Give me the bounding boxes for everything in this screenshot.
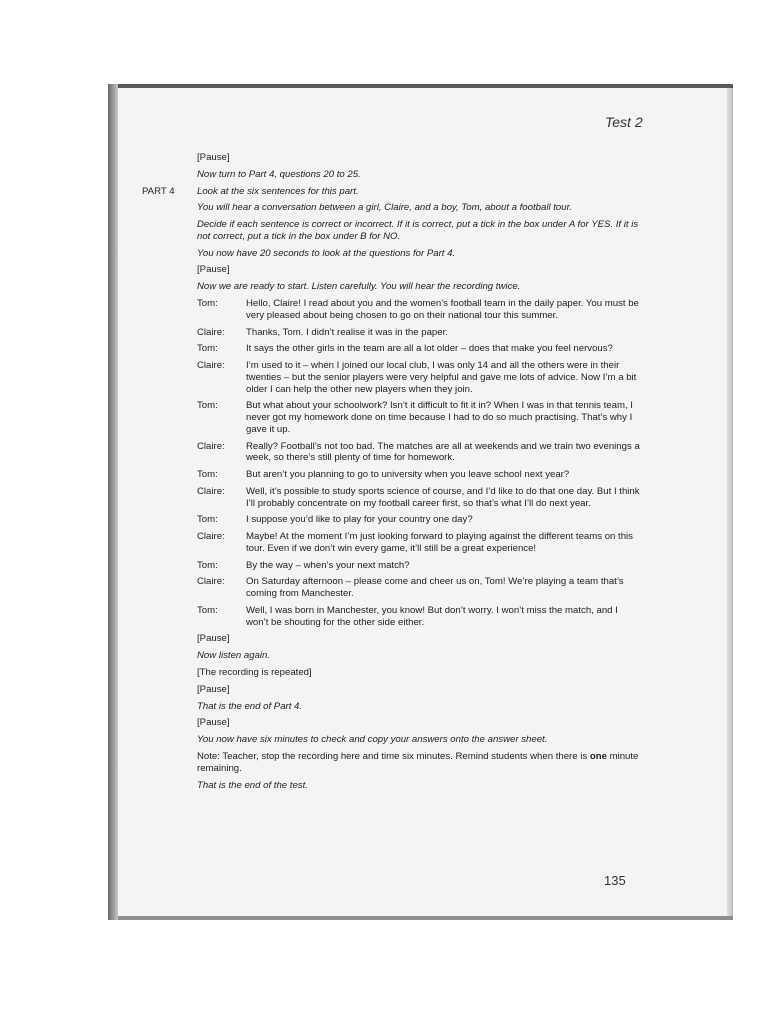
- pause-line: [Pause]: [197, 717, 230, 729]
- dialogue-turn: [197, 560, 642, 572]
- dialogue-turn: [197, 360, 642, 395]
- speaker-name: Claire:: [197, 326, 225, 338]
- speech-text: Well, I was born in Manchester, you know! But don’t worry. I won’t miss the match, and I won’t be shouting for the other side either.: [246, 604, 618, 628]
- instruction-text: Look at the six sentences for this part.: [197, 185, 359, 197]
- part-label: PART 4: [142, 185, 175, 197]
- speech-text: But aren’t you planning to go to university when you leave school next year?: [246, 469, 570, 481]
- book-page: [118, 88, 733, 920]
- instruction-line: That is the end of Part 4.: [197, 700, 303, 712]
- page-right-edge: [727, 88, 733, 920]
- instruction-line: You now have 20 seconds to look at the questions for Part 4.: [197, 247, 456, 259]
- speaker-name: Claire:: [197, 576, 225, 588]
- end-of-test-line: That is the end of the test.: [197, 779, 308, 791]
- speech-text: Maybe! At the moment I’m just looking forward to playing against the different teams on this tour. Even if we don’t win every game, it’ll still be a great experience!: [246, 531, 633, 554]
- instruction-line: [142, 185, 642, 198]
- speaker-name: Tom:: [197, 559, 218, 571]
- teacher-note-text: Note: Teacher, stop the recording here and time six minutes. Remind students when there is: [197, 751, 590, 763]
- page-bottom-edge: [118, 916, 733, 920]
- speaker-name: Claire:: [197, 531, 225, 543]
- page-number: 135: [604, 873, 626, 888]
- teacher-note-text-end: minute remaining.: [197, 751, 639, 774]
- speech-text: Well, it’s possible to study sports science of course, and I’d like to do that one day. But I think I’ll probably concentrate on my football career first, so that’s what I’ll do next year.: [246, 485, 640, 509]
- dialogue-turn: [197, 514, 642, 526]
- speaker-name: Tom:: [197, 400, 218, 412]
- instruction-line: Now listen again.: [197, 650, 271, 662]
- speaker-name: Claire:: [197, 360, 225, 372]
- instruction-line: Decide if each sentence is correct or incorrect. If it is correct, put a tick in the box under A for YES. If it is not correct, put a tick in the box under B for NO.: [197, 219, 639, 242]
- speech-text: I suppose you’d like to play for your country one day?: [246, 514, 473, 526]
- speech-text: I’m used to it – when I joined our local club, I was only 14 and all the others were in their twenties – but the senior players were very helpful and gave me lots of advice. Now I’m a bit older I can help the other new players when they join.: [246, 360, 637, 395]
- dialogue-turn: [197, 327, 642, 339]
- speaker-name: Tom:: [197, 514, 218, 526]
- running-head: Test 2: [605, 114, 643, 130]
- speech-text: On Saturday afternoon – please come and cheer us on, Tom! We’re playing a team that’s coming from Manchester.: [246, 576, 624, 600]
- pause-line: [Pause]: [197, 152, 230, 163]
- instruction-line: Now we are ready to start. Listen carefully. You will hear the recording twice.: [197, 281, 521, 293]
- pause-line: [Pause]: [197, 683, 230, 695]
- speaker-name: Tom:: [197, 298, 218, 310]
- instruction-line: You now have six minutes to check and copy your answers onto the answer sheet.: [197, 734, 548, 746]
- speech-text: It says the other girls in the team are all a lot older – does that make you feel nervous?: [246, 343, 613, 355]
- teacher-note: [197, 751, 642, 774]
- pause-line: [Pause]: [197, 633, 230, 645]
- speaker-name: Tom:: [197, 343, 218, 355]
- pause-line: [Pause]: [197, 264, 230, 276]
- speech-text: Thanks, Tom. I didn’t realise it was in the paper.: [246, 326, 448, 338]
- speech-text: Really? Football’s not too bad. The matches are all at weekends and we train two evenings a week, so there’s still plenty of time for homework.: [246, 440, 640, 464]
- dialogue-turn: [197, 531, 642, 554]
- instruction-line: Now turn to Part 4, questions 20 to 25.: [197, 168, 361, 180]
- speech-text: Hello, Claire! I read about you and the women’s football team in the daily paper. You must be very pleased about being chosen to go on their national tour this summer.: [246, 298, 639, 321]
- scan-left-shadow: [108, 84, 118, 920]
- speaker-name: Claire:: [197, 485, 225, 497]
- dialogue-turn: [197, 298, 642, 321]
- stage-direction: [The recording is repeated]: [197, 667, 312, 679]
- speaker-name: Claire:: [197, 440, 225, 452]
- dialogue-turn: [197, 343, 642, 355]
- teacher-note-emphasis: one: [589, 751, 607, 763]
- instruction-line: You will hear a conversation between a girl, Claire, and a boy, Tom, about a football tour.: [197, 202, 573, 214]
- speech-text: By the way – when’s your next match?: [246, 559, 410, 571]
- dialogue-turn: [197, 605, 642, 628]
- transcript-content: [142, 152, 642, 796]
- dialogue-turn: [197, 576, 642, 599]
- speaker-name: Tom:: [197, 469, 218, 481]
- speech-text: But what about your schoolwork? Isn’t it difficult to fit it in? When I was in that tennis team, I never got my homework done on time because I had to do so much practising. That’s why I gave it up.: [246, 400, 633, 435]
- dialogue-turn: [197, 441, 642, 464]
- dialogue-turn: [197, 486, 642, 509]
- dialogue-turn: [197, 400, 642, 435]
- speaker-name: Tom:: [197, 604, 218, 616]
- dialogue-turn: [197, 469, 642, 481]
